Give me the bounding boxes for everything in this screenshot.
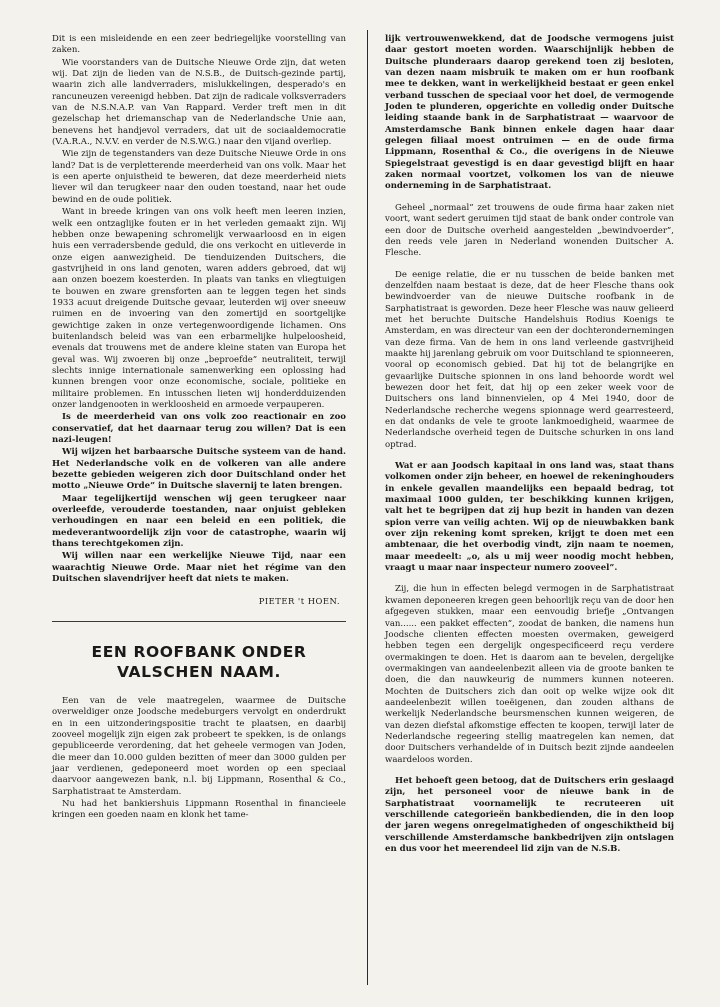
paragraph: Wij wijzen het barbaarsche Duitsche systeem van de hand. Het Nederlandsche volk en de volkeren van alle andere bezette gebieden weigeren zich door Duitschland onder het motto „Nieuwe Orde” in Duitsche slavernij te laten brengen.	[52, 447, 346, 492]
left-column	[52, 34, 346, 823]
paragraph: Wie voorstanders van de Duitsche Nieuwe Orde zijn, dat weten wij. Dat zijn de lieden van de N.S.B., de Duitsch-gezinde partij, waarin zich alle landverraders, mislukkelingen, desperado's en rancuneuzen vereenigd hebben. Dat zijn de radicale volksverraders van de N.S.N.A.P. van Van Rappard. Verder treft men in dit gezelschap het driemanschap van de Nederlandsche Unie aan, benevens het handjevol verraders, dat uit de sociaaldemocratie (V.A.R.A., N.V.V. en verder de N.S.W.G.) naar den vijand overliep.	[52, 57, 346, 148]
paragraph: Dit is een misleidende en een zeer bedriegelijke voorstelling van zaken.	[52, 34, 346, 56]
paragraph: Wie zijn de tegenstanders van deze Duitsche Nieuwe Orde in ons land? Dat is de verpletterende meerderheid van ons volk. Maar het is een aperte onjuistheid te beweren, dat deze meerderheid niets liever wil dan terugkeer naar den ouden toestand, naar het oude bewind en de oude politiek.	[52, 149, 346, 205]
article-title: EEN ROOFBANK ONDER VALSCHEN NAAM.	[91, 642, 307, 681]
paragraph: Is de meerderheid van ons volk zoo reactionair en zoo conservatief, dat het daarnaar terug zou willen? Dat is een nazi-leugen!	[52, 412, 346, 446]
paragraph: Het behoeft geen betoog, dat de Duitschers erin geslaagd zijn, het personeel voor de nieuwe bank in de Sarphatistraat voornamelijk te recruteeren uit verschillende categorieën bankbedienden, die in den loop der jaren wegens onregelmatigheden of ongeschiktheid bij verschillende Amsterdamsche bankbedrijven zijn ontslagen en dus voor het meerendeel lid zijn van de N.S.B.	[385, 775, 674, 855]
paragraph: De eenige relatie, die er nu tusschen de beide banken met denzelfden naam bestaat is deze, dat de heer Flesche thans ook bewindvoerder van de nieuwe Duitsche roofbank in de Sarphatistraat is geworden. Deze heer Flesche was nauw gelieerd met het beruchte Duitsche Handelshuis Rodius Koenigs te Amsterdam, en was directeur van een der dochterondernemingen van deze firma. Van de hem in ons land verleende gastvrijheid maakte hij jarenlang gebruik om voor Duitschland te spionneeren, vooral op economisch gebied. Dat hij tot de belangrijke en gevaarlijke Duitsche spionnen in ons land behoorde wordt wel bewezen door het feit, dat hij op een zeker week voor de Duitschers ons land binnenvielen, op 4 Mei 1940, door de Nederlandsche recherche wegens spionnage werd gearresteerd, en dat ondanks de vele te groote lankmoedigheid, waarmee de Nederlandsche overheid tegen de Duitsche schurken in ons land optrad.	[385, 269, 674, 450]
paragraph: lijk vertrouwenwekkend, dat de Joodsche vermogens juist daar gestort moeten worden. Waarschijnlijk hebben de Duitsche plunderaars daarop gerekend toen zij besloten, van dezen naam misbruik te maken om er hun roofbank mee te dekken, want in werkelijkheid bestaat er geen enkel verband tusschen de speciaal voor het doel, de vermogende Joden te plunderen, opgerichte en volledig onder Duitsche leiding staande bank in de Sarphatistraat — waarvoor de Amsterdamsche Bank binnen enkele dagen haar daar gelegen filiaal moest ontruimen — en de oude firma Lippmann, Rosenthal & Co., die overigens in de Nieuwe Spiegelstraat gevestigd is en daar gevestigd blijft en haar zaken normaal voortzet, volkomen los van de nieuwe onderneming in de Sarphatistraat.	[385, 34, 674, 192]
paragraph: Wat er aan Joodsch kapitaal in ons land was, staat thans volkomen onder zijn beheer, en hoewel de rekeninghouders in enkele gevallen maandelijks een bepaald bedrag, tot maximaal 1000 gulden, ter beschikking kunnen krijgen, valt het te begrijpen dat zij hup bezit in handen van dezen spion verre van veilig achten. Wij op de nieuwbakken bank over zijn rekening komt spreken, krijgt te doen met een ambtenaar, die het overbodig vindt, zijn naam te noemen, maar meedeelt: „o, als u mij weer noodig mocht hebben, vraagt u maar naar inspecteur numero zooveel”.	[385, 461, 674, 574]
paragraph: Zij, die hun in effecten belegd vermogen in de Sarphatistraat kwamen deponeeren kregen geen behoorlijk reçu van de door hen afgegeven stukken, maar een eenvoudig briefje „Ontvangen van...... een pakket effecten”, zoodat de banken, die namens hun Joodsche clienten effecten moesten overmaken, geweigerd hebben tegen een dergelijk ongespecificeerd reçu verdere overmakingen te doen. Het is daarom aan te bevelen, dergelijke overmakingen van aandeelenbezit alleen via de groote banken te doen, die dan nauwkeurig de nummers kunnen noteeren. Mochten de Duitschers zich dan ooit op welke wijze ook dit aandeelenbezit willen toeëigenen, dan zouden althans de werkelijk Nederlandsche beursmenschen kunnen weigeren, de van dezen diefstal afkomstige effecten te koopen, terwijl later de Nederlandsche regeering stellig maatregelen kan nemen, dat door Duitschers verhandelde of in Duitsch bezit zijnde aandeelen waardeloos worden.	[385, 584, 674, 765]
paragraph: Maar tegelijkertijd wenschen wij geen terugkeer naar overleefde, verouderde toestanden, naar onjuist gebleken verhoudingen en naar een beleid en een politiek, die medeverantwoordelijk zijn voor de catastrophe, waarin wij thans terechtgekomen zijn.	[52, 493, 346, 550]
author-signature: PIETER 't HOEN.	[258, 595, 340, 606]
section-divider	[52, 621, 346, 622]
paragraph: Wij willen naar een werkelijke Nieuwe Tijd, naar een waarachtig Nieuwe Orde. Maar niet het régime van den Duitschen slavendrijver heeft dat niets te maken.	[52, 551, 346, 585]
right-column	[385, 34, 674, 856]
paragraph: Nu had het bankiershuis Lippmann Rosenthal in financieele kringen een goeden naam en klonk het tame-	[52, 798, 346, 821]
paragraph: Geheel „normaal” zet trouwens de oude firma haar zaken niet voort, want sedert geruimen tijd staat de bank onder controle van een door de Duitsche overheid aangestelden „bewindvoerder”, den reeds vele jaren in Nederland wonenden Duitscher A. Flesche.	[385, 202, 674, 259]
column-rule	[367, 30, 368, 985]
paragraph: Want in breede kringen van ons volk heeft men leeren inzien, welk een ontzaglijke fouten er in het verleden gemaakt zijn. Wij hebben onze bewapening schromelijk verwaarloosd en in eigen huis een verradersbende geduld, die ons verkocht en uitleverde in onze eigen aanwezigheid. De tienduizenden Duitschers, die gastvrijheid in ons land genoten, waren adders gebroed, dat wij aan onzen boezem koesterden. In plaats van tanks en vliegtuigen te bouwen en zware grensforten aan te leggen tegen het sinds 1933 acuut dreigende Duitsche gevaar, leuterden wij over sneeuw ruimen en de invoering van den zomertijd en soortgelijke gewichtige zaken in onze vertegenwoordigende lichamen. Ons buitenlandsch beleid was van een erbarmelijke hulpeloosheid, evenals dat trouwens met de andere kleine staten van Europa het geval was. Wij zwoeren bij onze „beproefde” neutraliteit, terwijl slechts innige internationale samenwerking een oplossing had kunnen brengen voor onze economische, sociale, politieke en militaire problemen. En intusschen lieten wij honderdduizenden onzer landgenooten in werkloosheid en armoede verpauperen.	[52, 207, 346, 410]
paragraph: Een van de vele maatregelen, waarmee de Duitsche overweldiger onze Joodsche medeburgers vervolgt en onderdrukt en in een uitzonderingspositie tracht te plaatsen, en daarbij zooveel mogelijk zijn eigen zak probeert te spekken, is de onlangs gepubliceerde verordening, dat het geheele vermogen van Joden, die meer dan 10.000 gulden bezitten of meer dan 3000 gulden per jaar verdienen, gedeponeerd moet worden op een speciaal daarvoor aangewezen bank, n.l. bij Lippmann, Rosenthal & Co., Sarphatistraat te Amsterdam.	[52, 695, 346, 797]
